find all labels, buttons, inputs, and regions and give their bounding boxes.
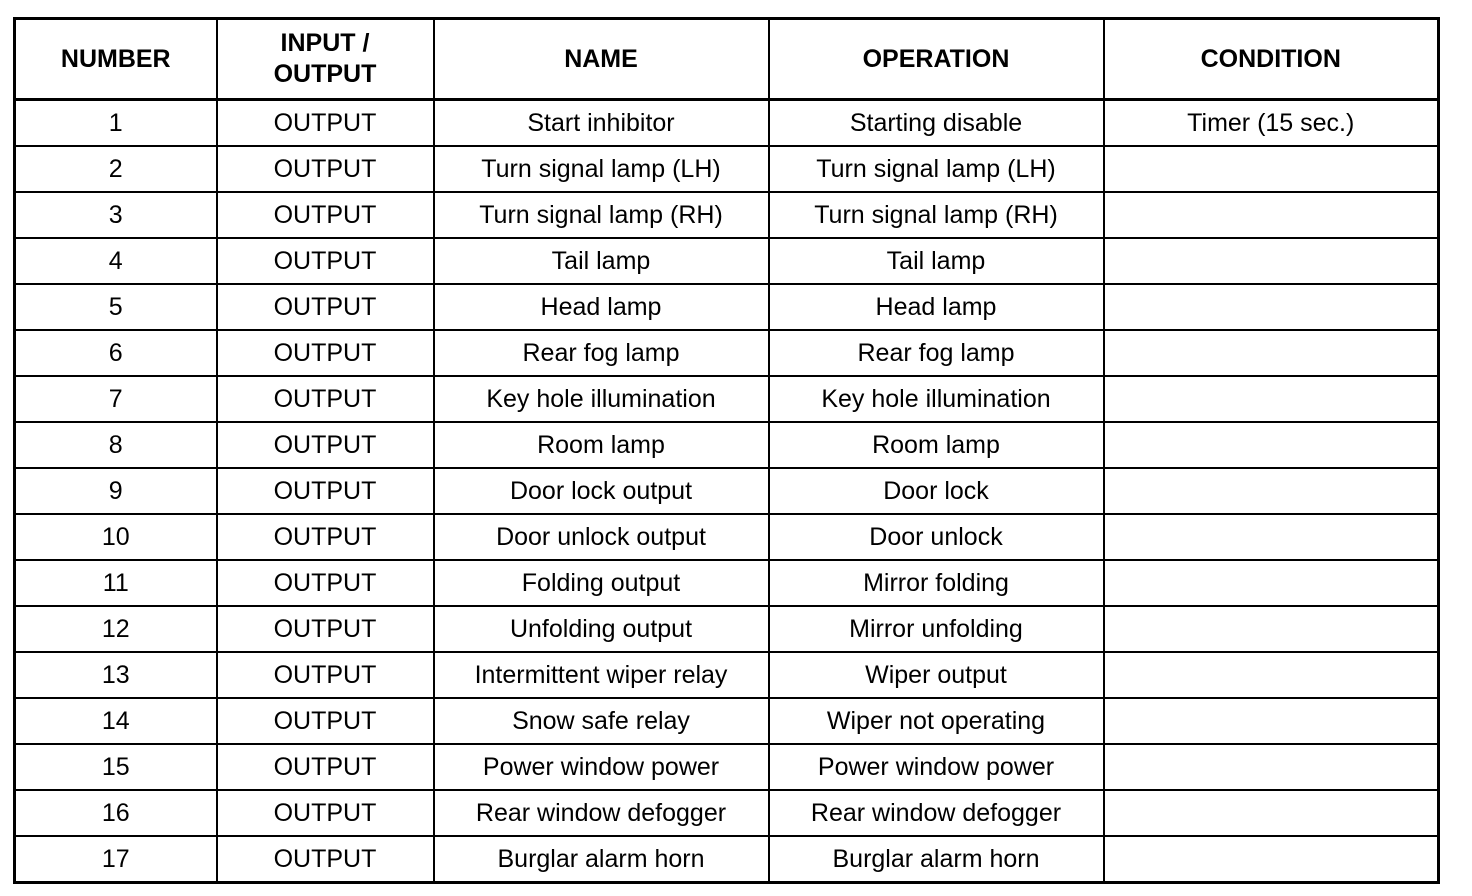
cell-input-output: OUTPUT bbox=[217, 698, 434, 744]
table-row bbox=[15, 652, 1439, 698]
cell-input-output: OUTPUT bbox=[217, 100, 434, 147]
header-name: NAME bbox=[434, 19, 769, 100]
header-number: NUMBER bbox=[15, 19, 217, 100]
cell-number: 7 bbox=[15, 376, 217, 422]
header-input-output-line1: INPUT / bbox=[280, 29, 370, 57]
table-row bbox=[15, 238, 1439, 284]
cell-name: Rear window defogger bbox=[434, 790, 769, 836]
cell-operation: Rear window defogger bbox=[769, 790, 1104, 836]
cell-number: 12 bbox=[15, 606, 217, 652]
cell-condition bbox=[1104, 514, 1439, 560]
header-row bbox=[15, 19, 1439, 100]
table-row bbox=[15, 192, 1439, 238]
table-row bbox=[15, 422, 1439, 468]
cell-name: Unfolding output bbox=[434, 606, 769, 652]
cell-condition bbox=[1104, 146, 1439, 192]
cell-number: 6 bbox=[15, 330, 217, 376]
cell-input-output: OUTPUT bbox=[217, 514, 434, 560]
table-row bbox=[15, 376, 1439, 422]
cell-name: Door unlock output bbox=[434, 514, 769, 560]
table-row bbox=[15, 836, 1439, 883]
cell-name: Intermittent wiper relay bbox=[434, 652, 769, 698]
cell-condition bbox=[1104, 790, 1439, 836]
cell-input-output: OUTPUT bbox=[217, 146, 434, 192]
cell-operation: Mirror unfolding bbox=[769, 606, 1104, 652]
cell-number: 14 bbox=[15, 698, 217, 744]
cell-condition bbox=[1104, 284, 1439, 330]
cell-input-output: OUTPUT bbox=[217, 422, 434, 468]
cell-name: Tail lamp bbox=[434, 238, 769, 284]
cell-name: Burglar alarm horn bbox=[434, 836, 769, 883]
cell-name: Power window power bbox=[434, 744, 769, 790]
header-input-output-line2: OUTPUT bbox=[273, 60, 377, 88]
cell-input-output: OUTPUT bbox=[217, 606, 434, 652]
cell-name: Turn signal lamp (LH) bbox=[434, 146, 769, 192]
cell-condition bbox=[1104, 560, 1439, 606]
cell-operation: Turn signal lamp (LH) bbox=[769, 146, 1104, 192]
cell-number: 4 bbox=[15, 238, 217, 284]
cell-input-output: OUTPUT bbox=[217, 652, 434, 698]
cell-input-output: OUTPUT bbox=[217, 238, 434, 284]
cell-operation: Head lamp bbox=[769, 284, 1104, 330]
cell-operation: Wiper output bbox=[769, 652, 1104, 698]
cell-operation: Turn signal lamp (RH) bbox=[769, 192, 1104, 238]
table-row bbox=[15, 100, 1439, 147]
cell-condition bbox=[1104, 376, 1439, 422]
cell-condition bbox=[1104, 836, 1439, 883]
cell-name: Head lamp bbox=[434, 284, 769, 330]
cell-operation: Key hole illumination bbox=[769, 376, 1104, 422]
cell-operation: Room lamp bbox=[769, 422, 1104, 468]
cell-name: Turn signal lamp (RH) bbox=[434, 192, 769, 238]
table-row bbox=[15, 284, 1439, 330]
cell-number: 15 bbox=[15, 744, 217, 790]
cell-operation: Power window power bbox=[769, 744, 1104, 790]
table-row bbox=[15, 514, 1439, 560]
table-row bbox=[15, 606, 1439, 652]
table-row bbox=[15, 744, 1439, 790]
cell-number: 5 bbox=[15, 284, 217, 330]
cell-name: Folding output bbox=[434, 560, 769, 606]
cell-condition bbox=[1104, 422, 1439, 468]
table-header bbox=[15, 19, 1439, 100]
cell-input-output: OUTPUT bbox=[217, 744, 434, 790]
cell-name: Start inhibitor bbox=[434, 100, 769, 147]
cell-condition bbox=[1104, 238, 1439, 284]
cell-name: Snow safe relay bbox=[434, 698, 769, 744]
cell-operation: Rear fog lamp bbox=[769, 330, 1104, 376]
cell-number: 16 bbox=[15, 790, 217, 836]
cell-condition bbox=[1104, 744, 1439, 790]
table-row bbox=[15, 330, 1439, 376]
cell-operation: Door unlock bbox=[769, 514, 1104, 560]
cell-number: 17 bbox=[15, 836, 217, 883]
cell-name: Door lock output bbox=[434, 468, 769, 514]
cell-condition bbox=[1104, 652, 1439, 698]
cell-number: 11 bbox=[15, 560, 217, 606]
cell-operation: Tail lamp bbox=[769, 238, 1104, 284]
cell-operation: Burglar alarm horn bbox=[769, 836, 1104, 883]
cell-input-output: OUTPUT bbox=[217, 790, 434, 836]
table-body bbox=[15, 100, 1439, 883]
cell-input-output: OUTPUT bbox=[217, 836, 434, 883]
cell-condition bbox=[1104, 468, 1439, 514]
table-row bbox=[15, 146, 1439, 192]
cell-number: 13 bbox=[15, 652, 217, 698]
header-input-output bbox=[217, 19, 434, 100]
cell-number: 3 bbox=[15, 192, 217, 238]
cell-input-output: OUTPUT bbox=[217, 560, 434, 606]
table-row bbox=[15, 468, 1439, 514]
cell-input-output: OUTPUT bbox=[217, 376, 434, 422]
cell-operation: Starting disable bbox=[769, 100, 1104, 147]
cell-number: 10 bbox=[15, 514, 217, 560]
cell-condition bbox=[1104, 192, 1439, 238]
cell-condition bbox=[1104, 330, 1439, 376]
cell-number: 2 bbox=[15, 146, 217, 192]
io-table bbox=[13, 17, 1440, 884]
header-condition: CONDITION bbox=[1104, 19, 1439, 100]
cell-operation: Door lock bbox=[769, 468, 1104, 514]
cell-condition bbox=[1104, 698, 1439, 744]
table-row bbox=[15, 560, 1439, 606]
cell-input-output: OUTPUT bbox=[217, 284, 434, 330]
cell-number: 1 bbox=[15, 100, 217, 147]
cell-condition bbox=[1104, 606, 1439, 652]
cell-operation: Mirror folding bbox=[769, 560, 1104, 606]
cell-input-output: OUTPUT bbox=[217, 192, 434, 238]
cell-name: Key hole illumination bbox=[434, 376, 769, 422]
cell-number: 9 bbox=[15, 468, 217, 514]
cell-condition: Timer (15 sec.) bbox=[1104, 100, 1439, 147]
cell-operation: Wiper not operating bbox=[769, 698, 1104, 744]
cell-name: Room lamp bbox=[434, 422, 769, 468]
cell-number: 8 bbox=[15, 422, 217, 468]
header-operation: OPERATION bbox=[769, 19, 1104, 100]
table-row bbox=[15, 790, 1439, 836]
cell-input-output: OUTPUT bbox=[217, 330, 434, 376]
cell-input-output: OUTPUT bbox=[217, 468, 434, 514]
cell-name: Rear fog lamp bbox=[434, 330, 769, 376]
table-row bbox=[15, 698, 1439, 744]
